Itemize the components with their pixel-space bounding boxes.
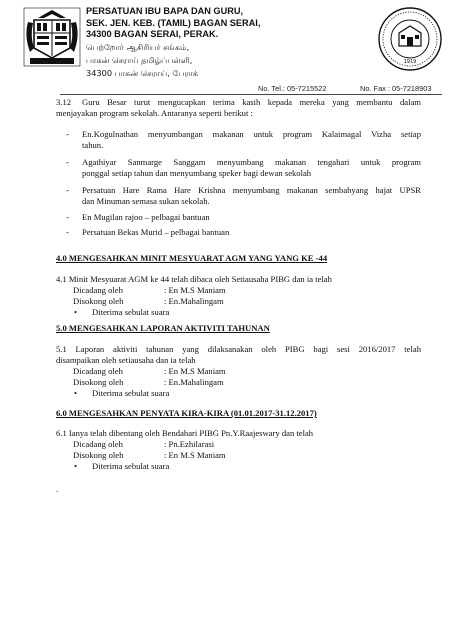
tamil-address-line: 34300 பாகன் செராய், பேராக்: [86, 67, 199, 78]
address-line: 34300 BAGAN SERAI, PERAK.: [86, 29, 219, 39]
list-dash: -: [66, 129, 69, 139]
resolution-text: Diterima sebulat suara: [92, 307, 170, 317]
section-3-12-intro-line2: menjayakan program sekolah. Antaranya seperti berikut :: [56, 108, 253, 118]
section-3-12-intro-line1: Guru Besar turut mengucapkan terima kasih kepada mereka yang membantu dalam: [82, 97, 421, 107]
trailing-mark: .: [56, 484, 59, 494]
section-6-heading: 6.0 MENGESAHKAN PENYATA KIRA-KIRA (01.01.2017-31.12.2017): [56, 408, 317, 418]
section-4-heading: 4.0 MENGESAHKAN MINIT MESYUARAT AGM YANG YANG KE -44: [56, 253, 328, 263]
seconded-by-label: Disokong oleh: [73, 450, 124, 460]
tamil-org-line: பெற்றோர் ஆசிரியர் சங்கம்,: [86, 41, 190, 52]
seconded-by-value: : En.Mahalingam: [164, 377, 224, 387]
bullet-icon: •: [74, 461, 78, 471]
proposed-by-value: : En M.S Maniam: [164, 285, 226, 295]
list-item: Persatuan Bekas Murid – pelbagai bantuan: [82, 227, 230, 237]
proposed-by-label: Dicadang oleh: [73, 439, 123, 449]
resolution-text: Diterima sebulat suara: [92, 388, 170, 398]
bullet-icon: •: [74, 307, 78, 317]
list-dash: -: [66, 227, 69, 237]
section-5-heading: 5.0 MENGESAHKAN LAPORAN AKTIVITI TAHUNAN: [56, 323, 270, 333]
org-name-line: PERSATUAN IBU BAPA DAN GURU,: [86, 6, 244, 16]
seconded-by-label: Disokong oleh: [73, 377, 124, 387]
fax-number: No. Fax : 05-7218903: [360, 84, 432, 93]
section-6-body: 6.1 Ianya telah dibentang oleh Bendahari PIBG Pn.Y.Raajeswary dan telah: [56, 428, 314, 438]
section-5-body-line1: 5.1 Laporan aktiviti tahunan yang dilaksanakan oleh PIBG bagi sesi 2016/2017 telah: [56, 344, 421, 354]
proposed-by-label: Dicadang oleh: [73, 285, 123, 295]
list-dash: -: [66, 212, 69, 222]
tamil-school-line: பாகன் செராய் தமிழ்ப்பள்ளி,: [86, 54, 193, 65]
bullet-icon: •: [74, 388, 78, 398]
list-item-continued: tahun.: [82, 140, 104, 150]
seal-year: 1919: [403, 59, 417, 65]
list-item: Agathiyar Sanmarge Sanggam menyumbang makanan tengahari untuk program: [82, 157, 421, 167]
list-item: En Mugilan rajoo – pelbagai bantuan: [82, 212, 210, 222]
telephone-number: No. Tel.: 05-7215522: [258, 84, 327, 93]
resolution-text: Diterima sebulat suara: [92, 461, 170, 471]
seconded-by-value: : En.Mahalingam: [164, 296, 224, 306]
proposed-by-label: Dicadang oleh: [73, 366, 123, 376]
list-dash: -: [66, 185, 69, 195]
seconded-by-value: : En M.S Maniam: [164, 450, 226, 460]
seconded-by-label: Disokong oleh: [73, 296, 124, 306]
section-number: 3.12: [56, 97, 72, 107]
list-item-continued: ponggal setiap tahun dan menyumbang speker bagi dewan sekolah: [82, 168, 312, 178]
proposed-by-value: : Pn.Ezhilarasi: [164, 439, 215, 449]
list-item-continued: dan Minuman semasa sukan sekolah.: [82, 196, 210, 206]
list-item: Persatuan Hare Rama Hare Krishna menyumbang makanan sembahyang hajat UPSR: [82, 185, 421, 195]
list-dash: -: [66, 157, 69, 167]
section-4-body: 4.1 Minit Mesyuarat AGM ke 44 telah dibaca oleh Setiausaha PIBG dan ia telah: [56, 274, 332, 284]
school-name-line: SEK. JEN. KEB. (TAMIL) BAGAN SERAI,: [86, 17, 261, 28]
section-5-body-line2: disampaikan oleh setiausaha dan ia telah: [56, 355, 196, 365]
proposed-by-value: : En M.S Maniam: [164, 366, 226, 376]
list-item: En.Kogulnathan menyumbangan makanan untuk program Kalaimagal Vizha setiap: [82, 129, 421, 139]
